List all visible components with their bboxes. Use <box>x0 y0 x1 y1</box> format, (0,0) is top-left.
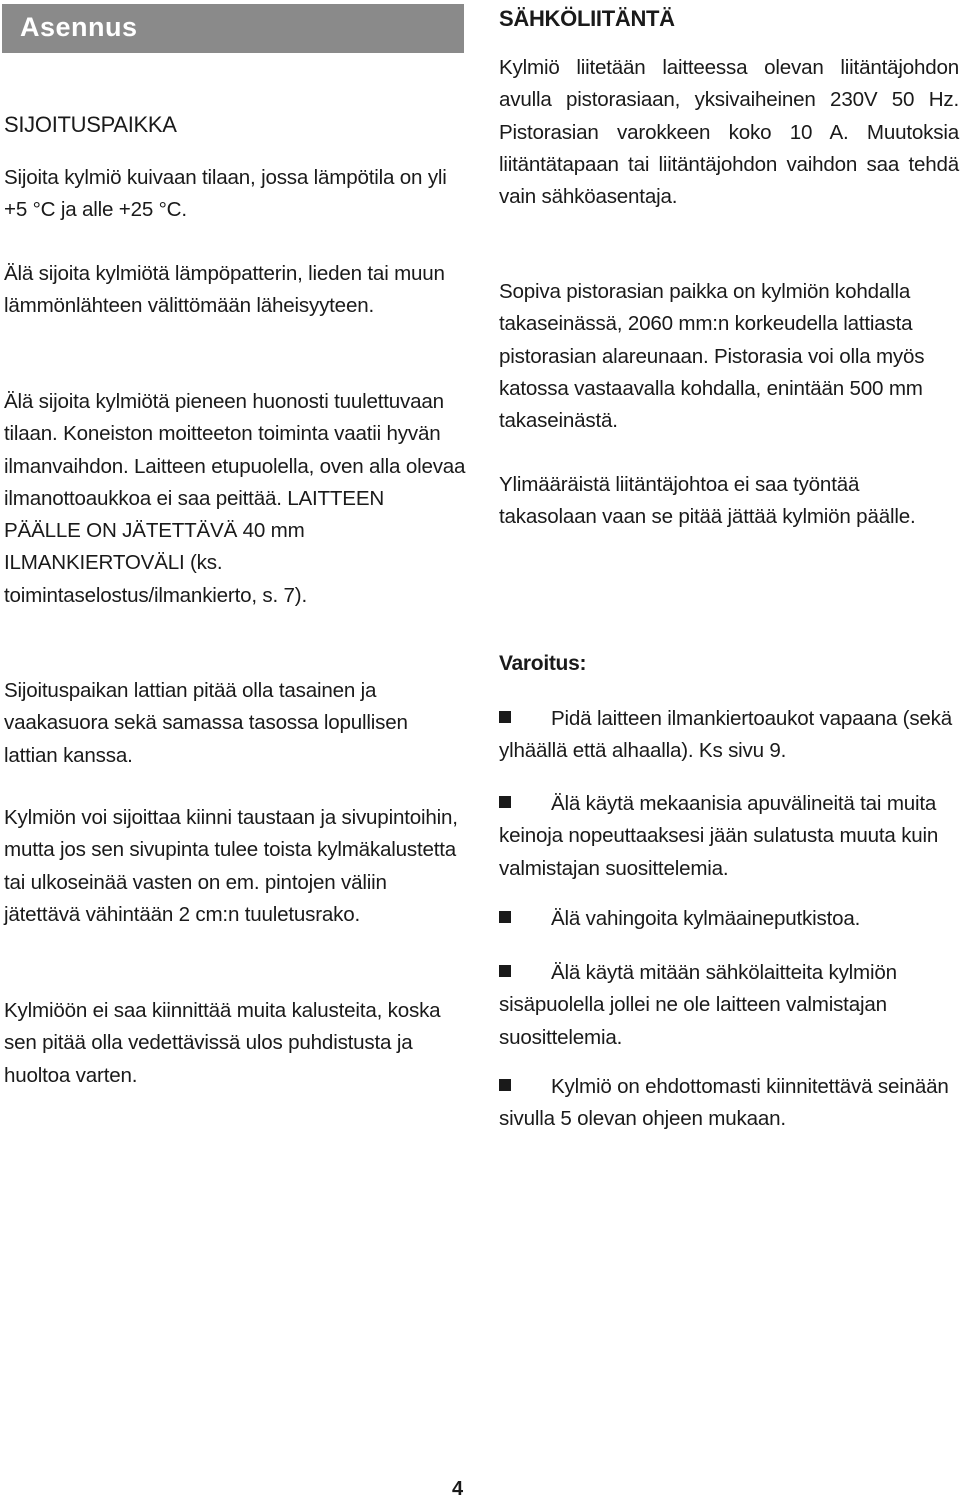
section-title-bar <box>2 4 464 53</box>
placement-paragraph-sides: Kylmiön voi sijoittaa kiinni taustaan ja sivupintoihin, mutta jos sen sivupinta tulee toista kylmäkalustetta tai ulkoseinää vasten on em. pintojen väliin jätettävä vähintään 2 cm:n tuuletusrako. <box>4 806 458 926</box>
warning-bullet-text: Pidä laitteen ilmankiertoaukot vapaana (sekä ylhäällä että alhaalla). Ks sivu 9. <box>499 707 953 763</box>
warning-heading: Varoitus: <box>499 652 587 675</box>
placement-paragraph-floor: Sijoituspaikan lattian pitää olla tasainen ja vaakasuora sekä samassa tasossa lopullisen lattian kanssa. <box>4 679 408 767</box>
square-bullet-icon <box>499 796 511 808</box>
warning-bullet-text: Älä käytä mitään sähkölaitteita kylmiön sisäpuolella jollei ne ole laitteen valmistajan suosittelemia. <box>499 961 897 1049</box>
warning-bullet <box>499 703 959 768</box>
electrical-paragraph-extra-cable: Ylimääräistä liitäntäjohtoa ei saa työntää takasolaan vaan se pitää jättää kylmiön päälle. <box>499 473 916 529</box>
placement-paragraph-heat-sources: Älä sijoita kylmiötä lämpöpatterin, lieden tai muun lämmönlähteen välittömään läheisyyteen. <box>4 262 445 318</box>
electrical-heading: SÄHKÖLIITÄNTÄ <box>499 6 675 31</box>
electrical-paragraph-connection: Kylmiö liitetään laitteessa olevan liitäntäjohdon avulla pistorasiaan, yksivaiheinen 230V 50 Hz. Pistorasian varokkeen koko 10 A. Muutoksia liitäntätapaan tai liitäntäjohdon vaihdon saa tehdä vain sähköasentaja. <box>499 56 959 209</box>
square-bullet-icon <box>499 711 511 723</box>
placement-paragraph-ventilation: Älä sijoita kylmiötä pieneen huonosti tuulettuvaan tilaan. Koneiston moitteeton toiminta vaatii hyvän ilmanvaihdon. Laitteen etupuolella, oven alla olevaa ilmanottoaukkoa ei saa peittää. LAITTEEN PÄÄLLE ON JÄTETTÄVÄ 40 mm ILMANKIERTOVÄLI (ks. toimintaselostus/ilmankierto, s. 7). <box>4 390 466 607</box>
warning-bullet-text: Älä käytä mekaanisia apuvälineitä tai muita keinoja nopeuttaaksesi jään sulatusta muuta kuin valmistajan suosittelemia. <box>499 792 939 880</box>
square-bullet-icon <box>499 1079 511 1091</box>
section-title: Asennus <box>20 12 138 42</box>
warning-bullet <box>499 788 959 885</box>
warning-bullet <box>499 903 959 935</box>
warning-bullet-text: Kylmiö on ehdottomasti kiinnitettävä seinään sivulla 5 olevan ohjeen mukaan. <box>499 1075 949 1131</box>
warning-bullet <box>499 1071 959 1136</box>
warning-bullet <box>499 957 959 1054</box>
square-bullet-icon <box>499 911 511 923</box>
warning-bullet-text: Älä vahingoita kylmäaineputkistoa. <box>551 907 861 930</box>
placement-paragraph-temperature: Sijoita kylmiö kuivaan tilaan, jossa lämpötila on yli +5 °C ja alle +25 °C. <box>4 166 447 222</box>
electrical-paragraph-socket-location: Sopiva pistorasian paikka on kylmiön kohdalla takaseinässä, 2060 mm:n korkeudella lattiasta pistorasian alareunaan. Pistorasia voi olla myös katossa vastaavalla kohdalla, enintään 500 mm takaseinästä. <box>499 280 925 433</box>
placement-heading: SIJOITUSPAIKKA <box>4 112 177 137</box>
page-number: 4 <box>452 1478 464 1500</box>
placement-paragraph-fixing: Kylmiöön ei saa kiinnittää muita kalusteita, koska sen pitää olla vedettävissä ulos puhdistusta ja huoltoa varten. <box>4 999 441 1087</box>
square-bullet-icon <box>499 965 511 977</box>
